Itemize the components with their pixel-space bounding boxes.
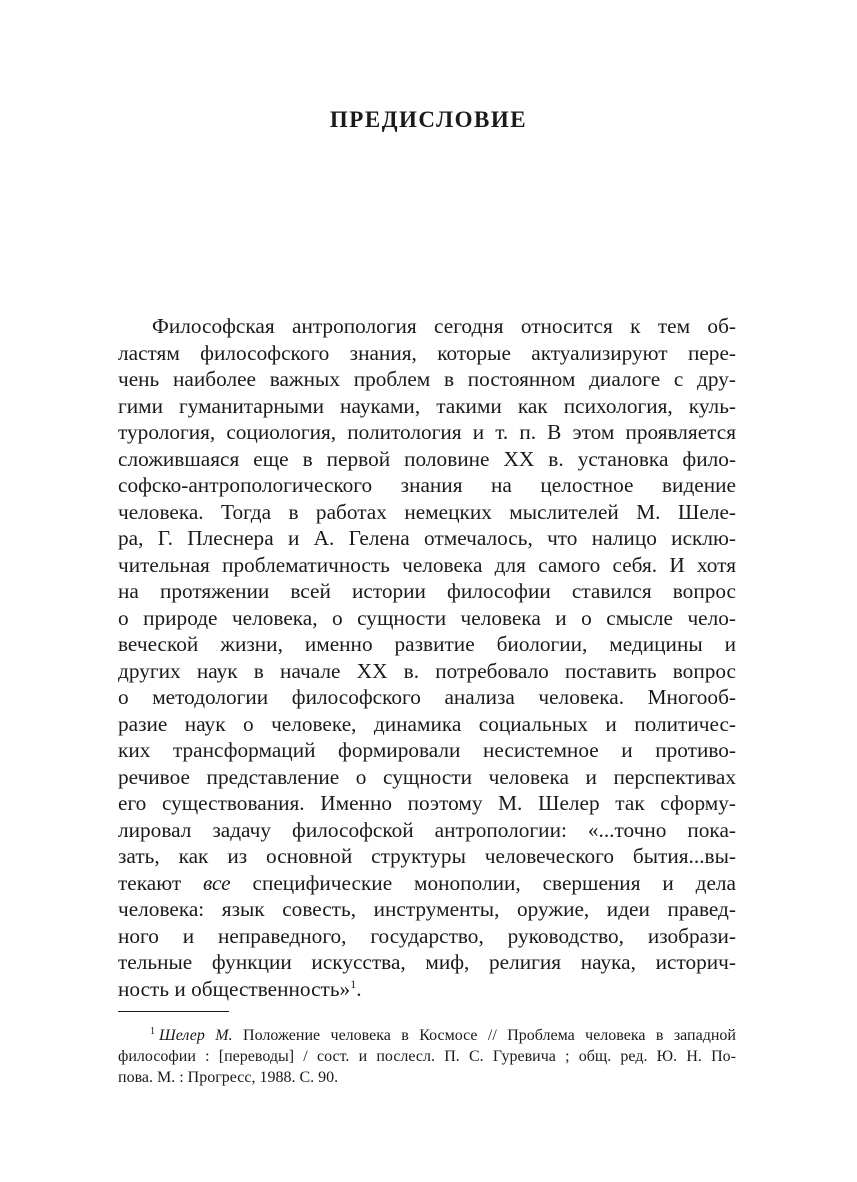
- text-line: чительная проблематичность человека для самого себя. И хотя: [118, 552, 736, 577]
- text-segment: текают: [118, 870, 204, 895]
- text-line: на протяжении всей истории философии ставился вопрос: [118, 579, 736, 603]
- text-line: сложившаяся еще в первой половине XX в. установка фило-: [118, 446, 736, 471]
- text-line: тельные функции искусства, миф, религия наука, историч-: [118, 950, 736, 974]
- footnote-line: философии : [переводы] / сост. и послесл. П. С. Гуревича ; общ. ред. Ю. Н. По-: [118, 1048, 736, 1065]
- text-line: других наук в начале XX в. потребовало поставить вопрос: [118, 658, 736, 683]
- page-title: ПРЕДИСЛОВИЕ: [329, 107, 528, 133]
- text-line: человека. Тогда в работах немецких мыслителей М. Шеле-: [118, 499, 736, 524]
- text-line: его существования. Именно поэтому М. Шелер так сформу-: [118, 791, 736, 815]
- text-line: зать, как из основной структуры человеческого бытия...вы-: [118, 844, 736, 868]
- text-line: человека: язык совесть, инструменты, оружие, идеи правед-: [118, 897, 736, 921]
- text-line: [118, 870, 736, 897]
- footnote-number: 1: [150, 1026, 155, 1037]
- text-line: [118, 976, 736, 1003]
- footnote-reference[interactable]: 1: [350, 976, 357, 991]
- text-line: ластям философского знания, которые актуализируют пере-: [118, 340, 736, 365]
- footnote-line: [118, 1025, 736, 1046]
- text-segment: .: [356, 976, 362, 1001]
- footnote-divider: [118, 1011, 229, 1012]
- text-line: софско-антропологического знания на целостное видение: [118, 473, 736, 497]
- text-line: турология, социология, политология и т. п. В этом проявляется: [118, 420, 736, 444]
- text-line: речивое представление о сущности человека и перспективах: [118, 764, 736, 789]
- text-line: Философская антропология сегодня относится к тем об-: [152, 314, 736, 338]
- text-line: ра, Г. Плеснера и А. Гелена отмечалось, что налицо исклю-: [118, 526, 736, 550]
- text-line: чень наиболее важных проблем в постоянном диалоге с дру-: [118, 367, 736, 391]
- text-line: веческой жизни, именно развитие биологии, медицины и: [118, 632, 736, 656]
- text-line: гими гуманитарными науками, такими как психология, куль-: [118, 393, 736, 418]
- footnote-author: Шелер М.: [159, 1027, 233, 1044]
- emphasis-word: все: [203, 870, 231, 895]
- text-segment: ность и общественность»: [118, 976, 351, 1001]
- text-line: о природе человека, о сущности человека и о смысле чело-: [118, 605, 736, 630]
- text-segment: Положение человека в Космосе // Проблема человека в западной: [232, 1027, 736, 1044]
- footnote: [118, 1025, 736, 1088]
- text-line: о методологии философского анализа человека. Многооб-: [118, 685, 736, 709]
- text-line: ного и неправедного, государство, руководство, изобрази-: [118, 923, 736, 948]
- text-segment: специфические монополии, свершения и дела: [230, 870, 736, 895]
- body-paragraph: [118, 313, 736, 1002]
- text-line: ких трансформаций формировали несистемное и противо-: [118, 738, 736, 762]
- text-line: лировал задачу философской антропологии: «...точно пока-: [118, 817, 736, 842]
- footnote-line: пова. М. : Прогресс, 1988. С. 90.: [118, 1069, 339, 1086]
- text-line: разие наук о человеке, динамика социальных и политичес-: [118, 711, 736, 736]
